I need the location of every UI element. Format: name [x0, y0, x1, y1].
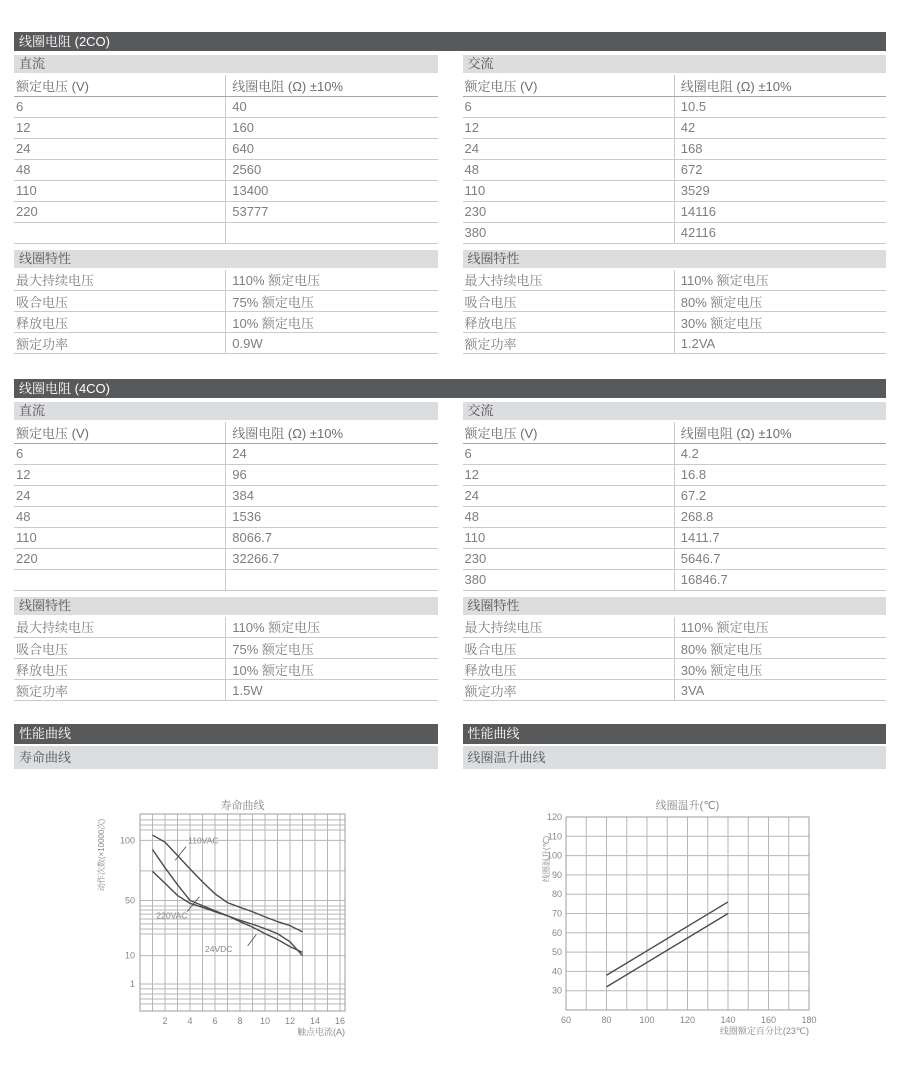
svg-text:80: 80 — [551, 889, 562, 900]
svg-text:140: 140 — [719, 1015, 736, 1025]
table-row — [463, 159, 887, 180]
svg-text:16: 16 — [334, 1016, 346, 1026]
table-header-row — [463, 422, 887, 443]
svg-text:70: 70 — [551, 908, 562, 919]
svg-text:120: 120 — [679, 1015, 695, 1025]
resistance-column-header: 线圈电阻 (Ω) ±10% — [226, 422, 438, 443]
svg-text:24VDC: 24VDC — [204, 943, 233, 954]
svg-text:60: 60 — [551, 927, 562, 938]
ac-resistance-table-2co — [463, 75, 887, 244]
table-cell: 48 — [14, 159, 226, 180]
table-row — [463, 201, 887, 222]
svg-text:线圈额定百分比(23℃): 线圈额定百分比(23℃) — [719, 1026, 809, 1036]
svg-text:50: 50 — [551, 947, 562, 958]
table-cell: 吸合电压 — [14, 291, 226, 312]
table-cell: 12 — [14, 117, 226, 138]
svg-text:6: 6 — [212, 1016, 218, 1026]
svg-text:40: 40 — [551, 966, 562, 977]
table-row — [463, 96, 887, 117]
table-cell: 42116 — [674, 222, 886, 243]
table-row — [14, 201, 438, 222]
table-cell — [226, 222, 438, 243]
table-cell: 8066.7 — [226, 527, 438, 548]
table-header-row — [14, 75, 438, 96]
table-row — [463, 443, 887, 464]
table-cell: 10.5 — [674, 96, 886, 117]
table-cell: 30% 额定电压 — [674, 659, 886, 680]
table-cell: 160 — [226, 117, 438, 138]
table-cell: 640 — [226, 138, 438, 159]
table-row — [463, 638, 887, 659]
table-cell: 40 — [226, 96, 438, 117]
table-cell: 10% 额定电压 — [226, 312, 438, 333]
table-row — [463, 291, 887, 312]
coil-char-subheader: 线圈特性 — [463, 250, 887, 268]
svg-text:90: 90 — [551, 869, 562, 880]
table-cell: 110% 额定电压 — [674, 617, 886, 638]
svg-text:110: 110 — [547, 831, 562, 842]
table-row — [463, 659, 887, 680]
table-cell: 48 — [463, 506, 675, 527]
svg-text:30: 30 — [551, 985, 562, 996]
table-cell: 12 — [463, 117, 675, 138]
table-header-row — [14, 422, 438, 443]
table-row — [14, 680, 438, 701]
table-cell: 110 — [14, 180, 226, 201]
table-row — [463, 527, 887, 548]
table-cell: 4.2 — [674, 443, 886, 464]
section-coil-resistance-4co — [14, 379, 886, 701]
svg-text:100: 100 — [638, 1015, 655, 1025]
table-cell: 12 — [463, 464, 675, 485]
table-row — [14, 548, 438, 569]
table-row — [14, 291, 438, 312]
svg-text:触点电流(A): 触点电流(A) — [297, 1027, 345, 1037]
svg-text:80: 80 — [600, 1015, 612, 1025]
table-cell: 14116 — [674, 201, 886, 222]
table-row — [463, 569, 887, 590]
table-cell: 24 — [463, 485, 675, 506]
svg-text:寿命曲线: 寿命曲线 — [220, 800, 265, 812]
coil-char-table-2co-dc — [14, 270, 438, 355]
table-cell: 1536 — [226, 506, 438, 527]
resistance-column-header: 线圈电阻 (Ω) ±10% — [674, 75, 886, 96]
table-row — [463, 138, 887, 159]
svg-text:180: 180 — [800, 1015, 817, 1025]
svg-text:10: 10 — [259, 1016, 271, 1026]
table-row — [14, 138, 438, 159]
table-row — [14, 180, 438, 201]
section-coil-resistance-2co — [14, 32, 886, 354]
table-row — [14, 312, 438, 333]
table-cell: 672 — [674, 159, 886, 180]
table-cell: 24 — [226, 443, 438, 464]
table-cell: 额定功率 — [14, 680, 226, 701]
table-cell — [14, 569, 226, 590]
performance-header-left: 性能曲线 — [14, 724, 438, 744]
table-row — [463, 312, 887, 333]
dc-subheader: 直流 — [14, 402, 438, 420]
coil-char-subheader: 线圈特性 — [14, 597, 438, 615]
table-cell: 10% 额定电压 — [226, 659, 438, 680]
table-cell: 释放电压 — [463, 312, 675, 333]
table-cell: 384 — [226, 485, 438, 506]
table-row — [14, 222, 438, 243]
table-cell: 67.2 — [674, 485, 886, 506]
section-header-4co: 线圈电阻 (4CO) — [14, 379, 886, 398]
voltage-column-header: 额定电压 (V) — [14, 75, 226, 96]
table-cell: 220 — [14, 201, 226, 222]
table-cell: 75% 额定电压 — [226, 291, 438, 312]
life-curve-svg — [14, 793, 450, 1043]
svg-text:1: 1 — [129, 979, 135, 990]
dc-resistance-table-4co — [14, 422, 438, 591]
table-row — [14, 485, 438, 506]
table-cell: 释放电压 — [14, 659, 226, 680]
svg-text:60: 60 — [560, 1015, 571, 1025]
voltage-column-header: 额定电压 (V) — [14, 422, 226, 443]
table-row — [14, 638, 438, 659]
table-row — [463, 485, 887, 506]
coil-char-table-4co-dc — [14, 617, 438, 702]
table-cell: 48 — [463, 159, 675, 180]
table-cell: 额定功率 — [463, 333, 675, 354]
temp-rise-subheader: 线圈温升曲线 — [463, 746, 887, 769]
table-cell: 最大持续电压 — [14, 270, 226, 291]
table-cell — [226, 569, 438, 590]
table-cell: 2560 — [226, 159, 438, 180]
table-cell: 110% 额定电压 — [674, 270, 886, 291]
dc-column-4co — [14, 402, 438, 701]
table-cell: 380 — [463, 222, 675, 243]
table-header-row — [463, 75, 887, 96]
table-row — [14, 527, 438, 548]
voltage-column-header: 额定电压 (V) — [463, 75, 675, 96]
ac-subheader: 交流 — [463, 55, 887, 73]
table-row — [14, 333, 438, 354]
svg-text:50: 50 — [124, 895, 135, 906]
table-cell: 53777 — [226, 201, 438, 222]
table-cell — [14, 222, 226, 243]
dc-subheader: 直流 — [14, 55, 438, 73]
table-cell: 额定功率 — [463, 680, 675, 701]
table-row — [463, 506, 887, 527]
coil-char-subheader: 线圈特性 — [463, 597, 887, 615]
table-row — [14, 659, 438, 680]
table-cell: 0.9W — [226, 333, 438, 354]
table-cell: 额定功率 — [14, 333, 226, 354]
performance-right-column — [463, 724, 887, 771]
svg-text:线圈温升(℃): 线圈温升(℃) — [541, 835, 551, 883]
table-row — [463, 180, 887, 201]
performance-header-right: 性能曲线 — [463, 724, 887, 744]
table-cell: 110 — [463, 527, 675, 548]
life-curve-subheader: 寿命曲线 — [14, 746, 438, 769]
table-cell: 吸合电压 — [463, 291, 675, 312]
table-row — [463, 548, 887, 569]
table-cell: 230 — [463, 201, 675, 222]
table-row — [14, 117, 438, 138]
table-row — [14, 270, 438, 291]
table-row — [463, 270, 887, 291]
table-cell: 6 — [14, 96, 226, 117]
svg-text:100: 100 — [119, 835, 135, 846]
table-cell: 16846.7 — [674, 569, 886, 590]
ac-column-2co — [463, 55, 887, 354]
svg-text:10: 10 — [124, 950, 135, 961]
table-cell: 6 — [14, 443, 226, 464]
resistance-column-header: 线圈电阻 (Ω) ±10% — [226, 75, 438, 96]
table-row — [14, 569, 438, 590]
svg-text:线圈温升(℃): 线圈温升(℃) — [655, 800, 719, 812]
resistance-column-header: 线圈电阻 (Ω) ±10% — [674, 422, 886, 443]
svg-text:2: 2 — [162, 1016, 168, 1026]
svg-text:14: 14 — [309, 1016, 321, 1026]
table-cell: 96 — [226, 464, 438, 485]
table-cell: 12 — [14, 464, 226, 485]
table-row — [14, 506, 438, 527]
svg-text:动作次数(×10000次): 动作次数(×10000次) — [97, 818, 106, 892]
table-cell: 110% 额定电压 — [226, 270, 438, 291]
table-cell: 3VA — [674, 680, 886, 701]
dc-resistance-table-2co — [14, 75, 438, 244]
table-cell: 110 — [14, 527, 226, 548]
table-cell: 6 — [463, 443, 675, 464]
table-cell: 1.2VA — [674, 333, 886, 354]
table-cell: 吸合电压 — [14, 638, 226, 659]
table-cell: 220 — [14, 548, 226, 569]
table-row — [463, 333, 887, 354]
table-cell: 268.8 — [674, 506, 886, 527]
table-row — [14, 464, 438, 485]
table-cell: 80% 额定电压 — [674, 291, 886, 312]
table-cell: 3529 — [674, 180, 886, 201]
svg-text:8: 8 — [237, 1016, 243, 1026]
table-cell: 释放电压 — [463, 659, 675, 680]
svg-text:220VAC: 220VAC — [156, 910, 188, 921]
coil-char-table-4co-ac — [463, 617, 887, 702]
table-cell: 16.8 — [674, 464, 886, 485]
ac-column-4co — [463, 402, 887, 701]
table-cell: 13400 — [226, 180, 438, 201]
temp-rise-svg — [463, 793, 887, 1043]
svg-text:12: 12 — [284, 1016, 296, 1026]
table-cell: 1.5W — [226, 680, 438, 701]
table-row — [463, 117, 887, 138]
table-cell: 168 — [674, 138, 886, 159]
table-cell: 75% 额定电压 — [226, 638, 438, 659]
coil-temp-rise-chart — [463, 793, 887, 1048]
table-row — [463, 222, 887, 243]
ac-resistance-table-4co — [463, 422, 887, 591]
table-cell: 110% 额定电压 — [226, 617, 438, 638]
table-cell: 24 — [14, 138, 226, 159]
table-cell: 42 — [674, 117, 886, 138]
table-cell: 110 — [463, 180, 675, 201]
table-row — [463, 464, 887, 485]
voltage-column-header: 额定电压 (V) — [463, 422, 675, 443]
svg-text:160: 160 — [760, 1015, 776, 1025]
ac-subheader: 交流 — [463, 402, 887, 420]
table-row — [14, 96, 438, 117]
table-cell: 24 — [14, 485, 226, 506]
life-curve-chart — [14, 793, 438, 1048]
svg-text:120: 120 — [546, 812, 562, 822]
table-cell: 230 — [463, 548, 675, 569]
table-cell: 最大持续电压 — [463, 270, 675, 291]
coil-char-table-2co-ac — [463, 270, 887, 355]
table-row — [463, 680, 887, 701]
table-row — [463, 617, 887, 638]
coil-char-subheader: 线圈特性 — [14, 250, 438, 268]
table-cell: 24 — [463, 138, 675, 159]
dc-column-2co — [14, 55, 438, 354]
table-cell: 32266.7 — [226, 548, 438, 569]
table-cell: 1411.7 — [674, 527, 886, 548]
table-row — [14, 617, 438, 638]
table-cell: 380 — [463, 569, 675, 590]
table-cell: 6 — [463, 96, 675, 117]
table-cell: 5646.7 — [674, 548, 886, 569]
table-cell: 30% 额定电压 — [674, 312, 886, 333]
table-cell: 最大持续电压 — [463, 617, 675, 638]
table-cell: 吸合电压 — [463, 638, 675, 659]
table-cell: 释放电压 — [14, 312, 226, 333]
svg-text:110VAC: 110VAC — [188, 835, 219, 846]
performance-left-column — [14, 724, 438, 771]
table-row — [14, 443, 438, 464]
table-cell: 80% 额定电压 — [674, 638, 886, 659]
table-row — [14, 159, 438, 180]
svg-text:100: 100 — [546, 850, 562, 861]
svg-text:4: 4 — [187, 1016, 193, 1026]
section-header-2co: 线圈电阻 (2CO) — [14, 32, 886, 51]
table-cell: 最大持续电压 — [14, 617, 226, 638]
table-cell: 48 — [14, 506, 226, 527]
